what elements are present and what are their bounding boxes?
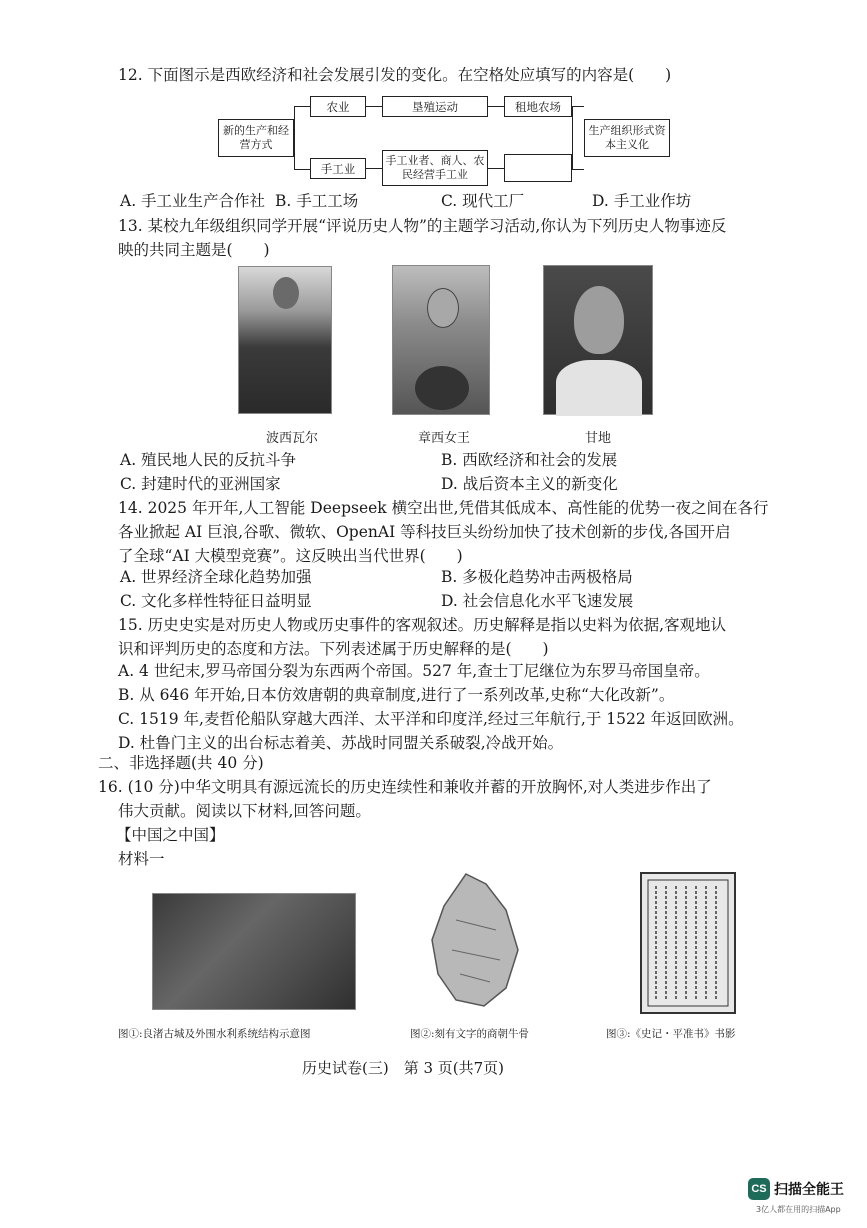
diagram-reclamation: 垦殖运动 [382, 96, 488, 117]
scanner-app-badge [748, 1176, 858, 1220]
q14-option-c: C. 文化多样性特征日益明显 [120, 592, 312, 610]
q14-option-d: D. 社会信息化水平飞速发展 [441, 592, 634, 610]
q15-line2: 识和评判历史的态度和方法。下列表述属于历史解释的是( ) [118, 640, 549, 658]
scanner-logo-icon: CS [748, 1178, 770, 1200]
section-heading: 二、非选择题(共 40 分) [98, 754, 264, 772]
portrait-rani-lakshmibai [392, 265, 490, 415]
q13-option-b: B. 西欧经济和社会的发展 [441, 451, 618, 469]
diagram-blank-box [504, 154, 572, 182]
q15-line1: 15. 历史史实是对历史人物或历史事件的客观叙述。历史解释是指以史料为依据,客观地认 [118, 616, 727, 634]
q13-option-c: C. 封建时代的亚洲国家 [120, 475, 281, 493]
caption-gandhi: 甘地 [585, 431, 612, 446]
q14-option-b: B. 多极化趋势冲击两极格局 [441, 568, 633, 586]
scanner-app-name: 扫描全能王 [774, 1182, 844, 1198]
q12-option-a: A. 手工业生产合作社 [120, 192, 266, 210]
caption-percival: 波西瓦尔 [266, 431, 319, 446]
figure-caption-3: 图③:《史记・平准书》书影 [606, 1028, 736, 1040]
figure-oracle-bone [426, 870, 522, 1010]
q12-option-d: D. 手工业作坊 [592, 192, 692, 210]
q13-option-a: A. 殖民地人民的反抗斗争 [120, 451, 297, 469]
diagram-handicraft: 手工业 [310, 158, 366, 179]
figure-caption-1: 图①:良渚古城及外围水利系统结构示意图 [118, 1028, 311, 1040]
figure-shiji-page [640, 872, 736, 1014]
q13-stem-line1: 13. 某校九年级组织同学开展“评说历史人物”的主题学习活动,你认为下列历史人物事迹反 [118, 217, 727, 235]
portrait-gandhi [543, 265, 653, 415]
q14-option-a: A. 世界经济全球化趋势加强 [120, 568, 312, 586]
q16-line1: 16. (10 分)中华文明具有源远流长的历史连续性和兼收并蓄的开放胸怀,对人类进步作出了 [98, 778, 712, 796]
q16-line2: 伟大贡献。阅读以下材料,回答问题。 [118, 802, 371, 820]
diagram-right-box: 生产组织形式资本主义化 [584, 119, 670, 157]
q16-material-label: 材料一 [118, 850, 165, 868]
q12-option-b: B. 手工工场 [275, 192, 359, 210]
portrait-percival [238, 266, 332, 414]
q13-stem-line2: 映的共同主题是( ) [118, 241, 270, 259]
diagram-agriculture: 农业 [310, 96, 366, 117]
figure-liangzhu-map [152, 893, 356, 1010]
q12-stem: 12. 下面图示是西欧经济和社会发展引发的变化。在空格处应填写的内容是( ) [118, 66, 672, 84]
diagram-handicraft-operators: 手工业者、商人、农民经营手工业 [382, 150, 488, 186]
q16-heading: 【中国之中国】 [116, 826, 225, 844]
q14-line3: 了全球“AI 大模型竞赛”。这反映出当代世界( ) [118, 547, 463, 565]
q15-option-b: B. 从 646 年开始,日本仿效唐朝的典章制度,进行了一系列改革,史称“大化改新”。 [118, 686, 675, 704]
scanner-app-tagline: 3亿人都在用的扫描App [756, 1205, 841, 1214]
caption-rani: 章西女王 [418, 431, 471, 446]
q13-option-d: D. 战后资本主义的新变化 [441, 475, 618, 493]
q15-option-c: C. 1519 年,麦哲伦船队穿越大西洋、太平洋和印度洋,经过三年航行,于 1522 年返回欧洲。 [118, 710, 744, 728]
figure-caption-2: 图②:刻有文字的商朝牛骨 [410, 1028, 530, 1040]
q14-line1: 14. 2025 年开年,人工智能 Deepseek 横空出世,凭借其低成本、高性能的优势一夜之间在各行 [118, 499, 769, 517]
page-footer: 历史试卷(三) 第 3 页(共7页) [302, 1059, 505, 1077]
q15-option-d: D. 杜鲁门主义的出台标志着美、苏战时同盟关系破裂,冷战开始。 [118, 734, 564, 752]
q12-option-c: C. 现代工厂 [441, 192, 525, 210]
q14-line2: 各业掀起 AI 巨浪,谷歌、微软、OpenAI 等科技巨头纷纷加快了技术创新的步伐,各国开启 [118, 523, 731, 541]
q15-option-a: A. 4 世纪末,罗马帝国分裂为东西两个帝国。527 年,查士丁尼继位为东罗马帝国皇帝。 [118, 662, 710, 680]
diagram-left-box: 新的生产和经营方式 [218, 119, 294, 157]
diagram-leased-farm: 租地农场 [504, 96, 572, 117]
